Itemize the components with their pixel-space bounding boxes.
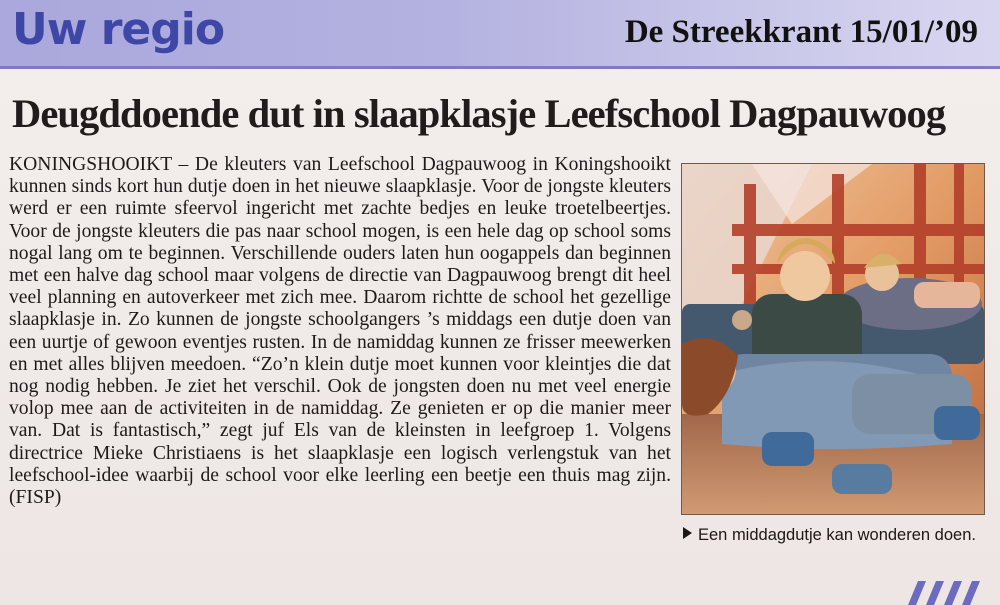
- caption-arrow-icon: [683, 527, 692, 539]
- photo-caption-text: Een middagdutje kan wonderen doen.: [698, 526, 976, 544]
- masthead-date: De Streekkrant 15/01/’09: [624, 14, 978, 50]
- section-label: Uw regio: [12, 4, 225, 55]
- corner-stripes: [900, 581, 980, 605]
- article-photo: [681, 163, 985, 515]
- header-divider: [0, 66, 1000, 69]
- article-body: KONINGSHOOIKT – De kleuters van Leefschool Dagpauwoog in Koningshooikt kunnen sinds kort hun dutje doen in het nieuwe slaapklasje. Voor de jongste kleuters werd er een ruimte sfeervol ingericht met zachte bedjes en leuke troetelbeertjes. Voor de jongste kleuters die pas naar school mogen, is een hele dag op school soms nogal lang om te beginnen. Verschillende ouders laten hun oogappels dan beginnen met een halve dag school maar volgens de directie van Dagpauwoog brengt dit heel veel planning en autoverkeer met zich mee. Daarom richtte de school het gezellige slaapklasje in. Zo kunnen de jongste schoolgangers ’s middags een dutje doen van een uurtje of gewoon eventjes rusten. In de namiddag kunnen ze frisser meewerken en met alles blijven meedoen. “Zo’n klein dutje moet kunnen voor kleintjes die dat nog nodig hebben. Je ziet het verschil. Ook de jongsten doen nu met veel energie volop mee aan de activiteiten in de namiddag. Ze genieten er op die manier meer van. Dat is fantastisch,” zegt juf Els van de kleinsten in leefgroep 1. Volgens directrice Mieke Christiaens is het slaapklasje een logisch verlengstuk van het leefschool-idee waarbij de school voor elke leerling een beetje een thuis mag zijn. (FISP): [9, 154, 671, 509]
- article-headline: Deugddoende dut in slaapklasje Leefschool Dagpauwoog: [12, 91, 946, 136]
- photo-caption: [683, 524, 983, 546]
